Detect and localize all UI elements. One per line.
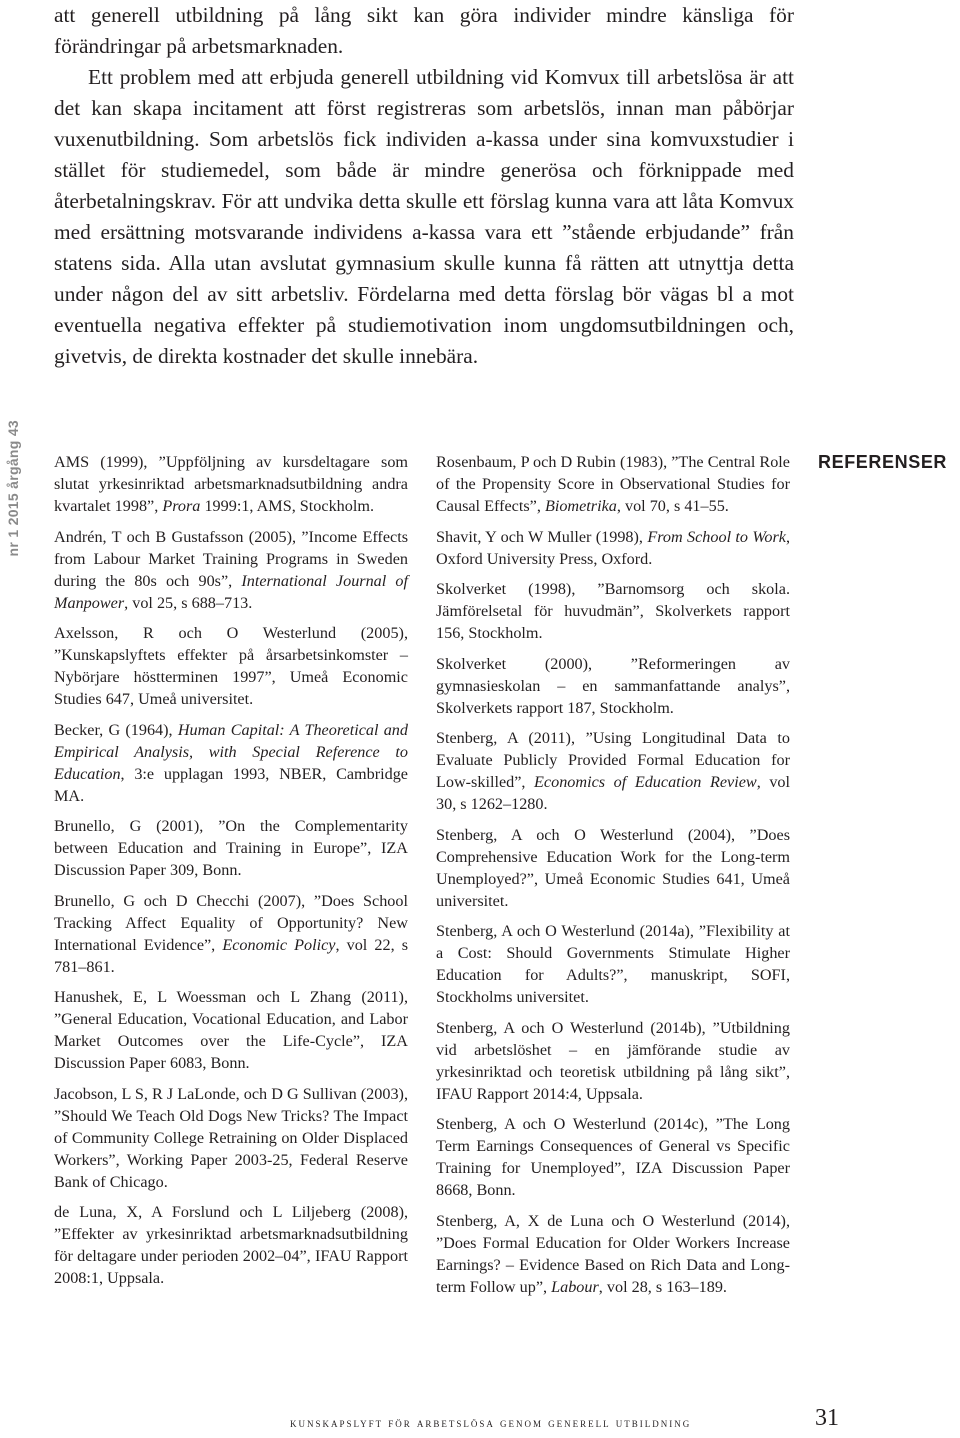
reference-entry [436,1210,790,1298]
reference-entry [54,815,408,881]
reference-entry [436,451,790,517]
reference-entry [54,986,408,1074]
reference-pre: Stenberg, A, X de Luna och O Westerlund (2014), ”Does Formal Education for Older Workers Increase Earnings? – Evidence Based on Rich Data and Long-term Follow up”, [436,1211,790,1296]
references-right-column [436,451,790,1306]
reference-title: Biometrika [544,497,617,515]
references-heading: REFERENSER [818,452,948,472]
reference-post: , Oxford University Press, Oxford. [436,527,790,568]
issue-side-label-text: nr 1 2015 årgång 43 [5,420,21,557]
reference-entry [54,526,408,614]
reference-entry [436,727,790,815]
reference-entry [436,1113,790,1201]
reference-pre: Stenberg, A och O Westerlund (2004), ”Does Comprehensive Education Work for the Long-term Unemployed?”, Umeå Economic Studies 641, Umeå universitet. [436,825,790,910]
reference-post: , vol 70, s 41–55. [616,497,729,515]
reference-post: , 3:e upplagan 1993, NBER, Cambridge MA. [54,764,408,805]
reference-pre: Skolverket (2000), ”Reformeringen av gymnasieskolan – en sammanfattande analys”, Skolverkets rapport 187, Stockholm. [436,654,790,717]
body-paragraph: Ett problem med att erbjuda generell utbildning vid Komvux till arbetslösa är att det kan skapa incitament att först registreras som arbetslös, innan man påbörjar vuxenutbildning. Som arbetslös fick individen a-kassa under sina komvuxstudier i stället för studiemedel, som både är mindre generösa och förknippade med återbetalningskrav. För att undvika detta skulle ett förslag kunna vara att låta Komvux med ersättning motsvarande individens a-kassa vara ett ”stående erbjudande” från statens sida. Alla utan avslutat gymnasium skulle kunna få rätten att utnyttja detta under någon del av sitt arbetsliv. Fördelarna med detta förslag bör vägas bl a mot eventuella negativa effekter på studiemotivation inom ungdomsutbildningen och, givetvis, de direkta kostnader det skulle innebära. [54,65,794,368]
reference-post: , vol 25, s 688–713. [124,593,253,612]
body-paragraph: att generell utbildning på lång sikt kan göra individer mindre känsliga för förändringar på arbetsmarknaden. [54,3,794,58]
reference-entry [54,1083,408,1193]
reference-pre: Stenberg, A och O Westerlund (2014c), ”The Long Term Earnings Consequences of General vs Specific Training for Unemployed”, IZA Discussion Paper 8668, Bonn. [436,1115,790,1199]
body-text [54,0,794,372]
reference-title: Economics of Education Review [534,773,757,791]
reference-entry [54,451,408,517]
reference-pre: Stenberg, A och O Westerlund (2014a), ”Flexibility at a Cost: Should Governments Stimulate Higher Education for Adults?”, manuskript, SOFI, Stockholms universitet. [436,922,790,1006]
reference-pre: Stenberg, A (2011), ”Using Longitudinal Data to Evaluate Publicly Provided Formal Education for Low-skilled”, [436,729,790,791]
reference-pre: Jacobson, L S, R J LaLonde, och D G Sullivan (2003), ”Should We Teach Old Dogs New Tricks? The Impact of Community College Retraining on Older Displaced Workers”, Working Paper 2003-25, Federal Reserve Bank of Chicago. [54,1084,408,1191]
reference-pre: Brunello, G (2001), ”On the Complementarity between Education and Training in Europe”, IZA Discussion Paper 309, Bonn. [54,817,408,879]
reference-post: 1999:1, AMS, Stockholm. [200,497,374,515]
reference-pre: Becker, G (1964), [54,720,178,739]
reference-pre: Skolverket (1998), ”Barnomsorg och skola. Jämförelsetal för huvudmän”, Skolverkets rapport 156, Stockholm. [436,580,790,642]
running-footer-title: kunskapslyft för arbetslösa genom generell utbildning [290,1416,692,1430]
reference-pre: Axelsson, R och O Westerlund (2005), ”Kunskapslyftets effekter på årsarbetsinkomster – Nybörjare höstterminen 1997”, Umeå Economic Studies 647, Umeå universitet. [54,624,408,708]
reference-entry [436,1017,790,1105]
reference-entry [436,824,790,912]
reference-pre: de Luna, X, A Forslund och L Liljeberg (2008), ”Effekter av yrkesinriktad arbetsmarknadsutbildning för deltagare under perioden 2002–04”, IFAU Rapport 2008:1, Uppsala. [54,1203,408,1287]
reference-entry [54,890,408,978]
reference-title: From School to Work [647,527,786,546]
reference-pre: Brunello, G och D Checchi (2007), ”Does School Tracking Affect Equality of Opportunity? New International Evidence”, [54,891,408,954]
reference-title: Labour [551,1277,599,1296]
reference-pre: AMS (1999), ”Uppföljning av kursdeltagare som slutat yrkesinriktad arbetsmarknadsutbildning andra kvartalet 1998”, [54,453,408,515]
reference-entry [54,719,408,807]
reference-pre: Stenberg, A och O Westerlund (2014b), ”Utbildning vid arbetslöshet – en jämförande studie av yrkesinriktad och teoretisk utbildning på lång sikt”, IFAU Rapport 2014:4, Uppsala. [436,1018,790,1103]
reference-entry [54,622,408,710]
reference-entry [436,578,790,644]
reference-title: Economic Policy [222,935,336,954]
reference-post: , vol 28, s 163–189. [598,1277,727,1296]
references-left-column [54,451,408,1298]
reference-entry [436,526,790,570]
reference-pre: Shavit, Y och W Muller (1998), [436,527,648,546]
page-number: 31 [815,1405,839,1431]
reference-entry [54,1201,408,1289]
reference-post: , vol 30, s 1262–1280. [436,773,791,813]
reference-entry [436,920,790,1008]
reference-pre: Rosenbaum, P och D Rubin (1983), ”The Central Role of the Propensity Score in Observational Studies for Causal Effects”, [436,453,790,515]
reference-title: Human Capital: A Theoretical and Empirical Analysis, with Special Reference to Education [54,720,408,783]
reference-pre: Hanushek, E, L Woessman och L Zhang (2011), ”General Education, Vocational Education, and Labor Market Outcomes over the Life-Cycle”, IZA Discussion Paper 6083, Bonn. [54,988,408,1072]
reference-pre: Andrén, T och B Gustafsson (2005), ”Income Effects from Labour Market Training Programs in Sweden during the 80s och 90s”, [54,527,408,590]
reference-post: , vol 22, s 781–861. [54,935,408,976]
reference-entry [436,653,790,719]
reference-title: International Journal of Manpower [54,571,409,612]
reference-title: Prora [162,497,201,515]
